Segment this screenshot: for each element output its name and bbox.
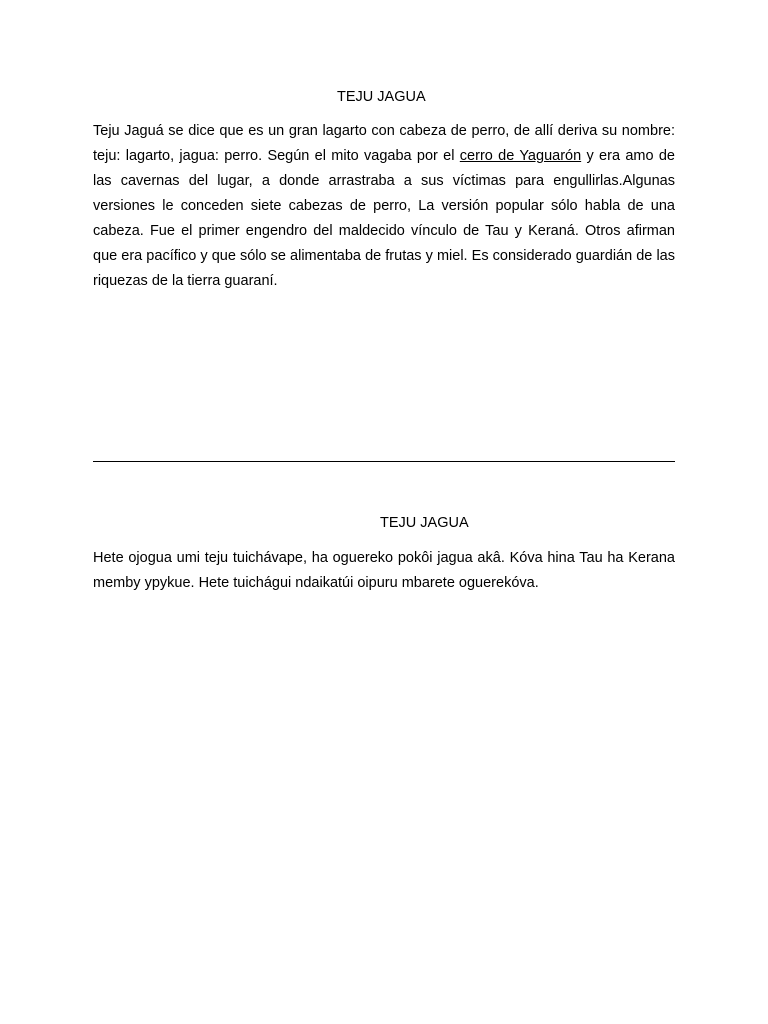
spanish-paragraph-text-start: Teju Jaguá se dice que es un gran lagarto con cabeza de perro, de allí deriva su nombre: teju: lagarto, jagua: perro. Según el mito vagaba por el bbox=[93, 123, 675, 164]
cerro-de-yaguaron-link[interactable]: cerro de Yaguarón bbox=[459, 148, 582, 164]
section-divider bbox=[93, 461, 675, 462]
spanish-paragraph-text-end: y era amo de las cavernas del lugar, a donde arrastraba a sus víctimas para engullirlas.Algunas versiones le conceden siete cabezas de perro, La versión popular sólo habla de una cabeza. Fue el primer engendro del maldecido vínculo de Tau y Keraná. Otros afirman que era pacífico y que sólo se alimentaba de frutas y miel. Es considerado guardián de las riquezas de la tierra guaraní. bbox=[93, 148, 675, 289]
spanish-section-title: TEJU JAGUA bbox=[337, 89, 426, 105]
guarani-section-paragraph: Hete ojogua umi teju tuichávape, ha oguereko pokôi jagua akâ. Kóva hina Tau ha Kerana memby ypykue. Hete tuichágui ndaikatúi oipuru mbarete oguerekóva. bbox=[93, 550, 675, 591]
spanish-section-paragraph bbox=[93, 119, 675, 294]
guarani-section-title: TEJU JAGUA bbox=[380, 515, 469, 531]
